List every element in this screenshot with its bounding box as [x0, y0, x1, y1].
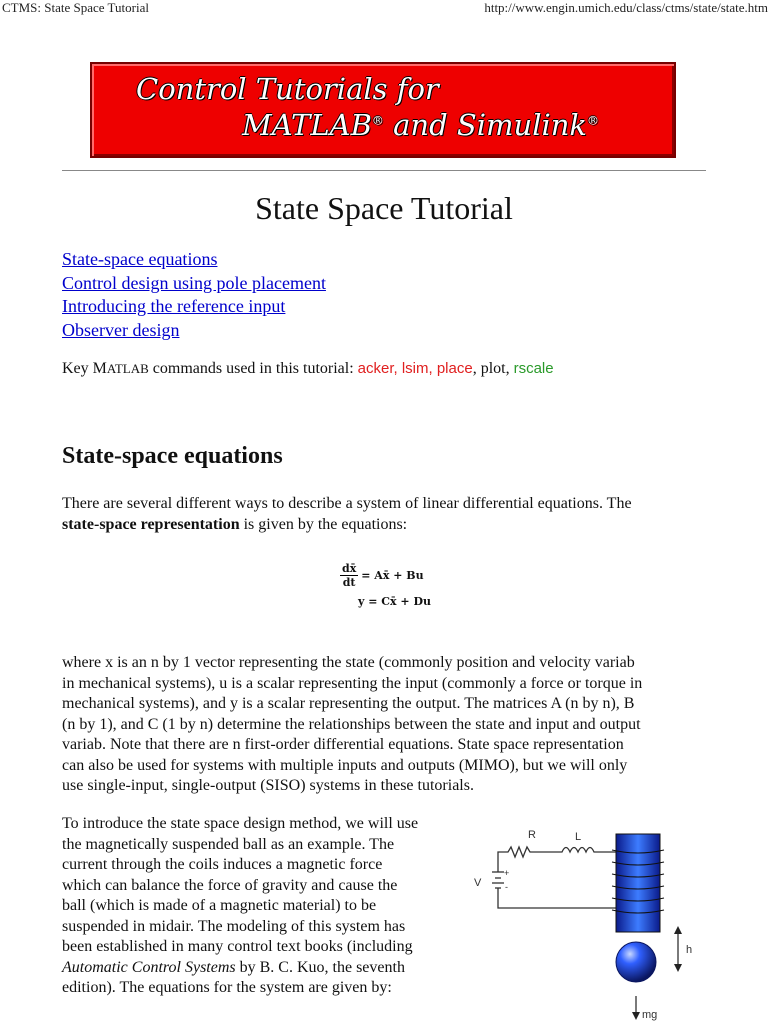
label-plus: +: [504, 868, 510, 878]
label-mg: mg: [642, 1009, 658, 1021]
red-commands[interactable]: acker, lsim, place: [357, 360, 473, 377]
explanation-paragraph: where x is an n by 1 vector representing the state (commonly position and velocity variab in mechanical systems), u is a scalar representing the input (commonly a force or torque in mechanical systems), and y is a scalar representing the output. The matrices A (n by n), B (n by 1), and C (1 by n) determine the relationships between the state and input and output variab. Note that there are n first-order differential equations. State space representation can also be used for systems with multiple inputs and outputs (MIMO), but we will only use single-input, single-output (SISO) systems in these tutorials.: [62, 654, 643, 794]
maglev-figure: [470, 820, 710, 1024]
page-title: State Space Tutorial: [255, 190, 513, 226]
divider: [62, 170, 706, 171]
label-V: V: [474, 877, 482, 889]
table-of-contents: [62, 248, 326, 342]
ctms-banner: [90, 62, 676, 158]
maglev-paragraph: To introduce the state space design method, we will use the magnetically suspended ball as an example. The current through the coils induces a magnetic force which can balance the force of gravity and cause the ball (which is made of a magnetic material) to be suspended in midair. The modeling of this system has been established in many control text books (including Automatic Control Systems by B. C. Kuo, the seventh edition). The equations for the system are given by:: [62, 815, 419, 996]
label-h: h: [686, 944, 693, 956]
intro-paragraph: There are several different ways to describe a system of linear differential equations. The state-space representation is given by the equations:: [62, 495, 632, 533]
label-L: L: [575, 831, 582, 843]
toc-link-reference-input[interactable]: Introducing the reference input: [62, 296, 286, 316]
label-minus: -: [505, 882, 508, 892]
circuit-wire-bottom: [498, 888, 620, 908]
magnetic-ball: [616, 942, 656, 982]
toc-link-state-space-equations[interactable]: State-space equations: [62, 249, 218, 269]
label-R: R: [528, 829, 536, 841]
page-title-header: CTMS: State Space Tutorial: [2, 0, 149, 15]
section-heading: State-space equations: [62, 443, 283, 469]
green-command[interactable]: rscale: [513, 360, 554, 377]
state-space-equation: $\frac{dx̄}{dt}$ = Ax̄ + Bu y = Cx̄ + Du: [342, 562, 431, 608]
banner-line2: MATLAB® and Simulink®: [242, 108, 599, 142]
coil-core: [616, 834, 660, 932]
toc-link-observer-design[interactable]: Observer design: [62, 319, 180, 340]
banner-line1: Control Tutorials for: [136, 72, 439, 106]
toc-link-pole-placement[interactable]: Control design using pole placement: [62, 272, 326, 293]
page-url-header: http://www.engin.umich.edu/class/ctms/state/state.htm: [484, 0, 768, 15]
circuit-wire-top: [498, 847, 620, 872]
key-commands-line: Key MATLAB commands used in this tutorial: acker, lsim, place, plot, rscale: [62, 360, 554, 377]
